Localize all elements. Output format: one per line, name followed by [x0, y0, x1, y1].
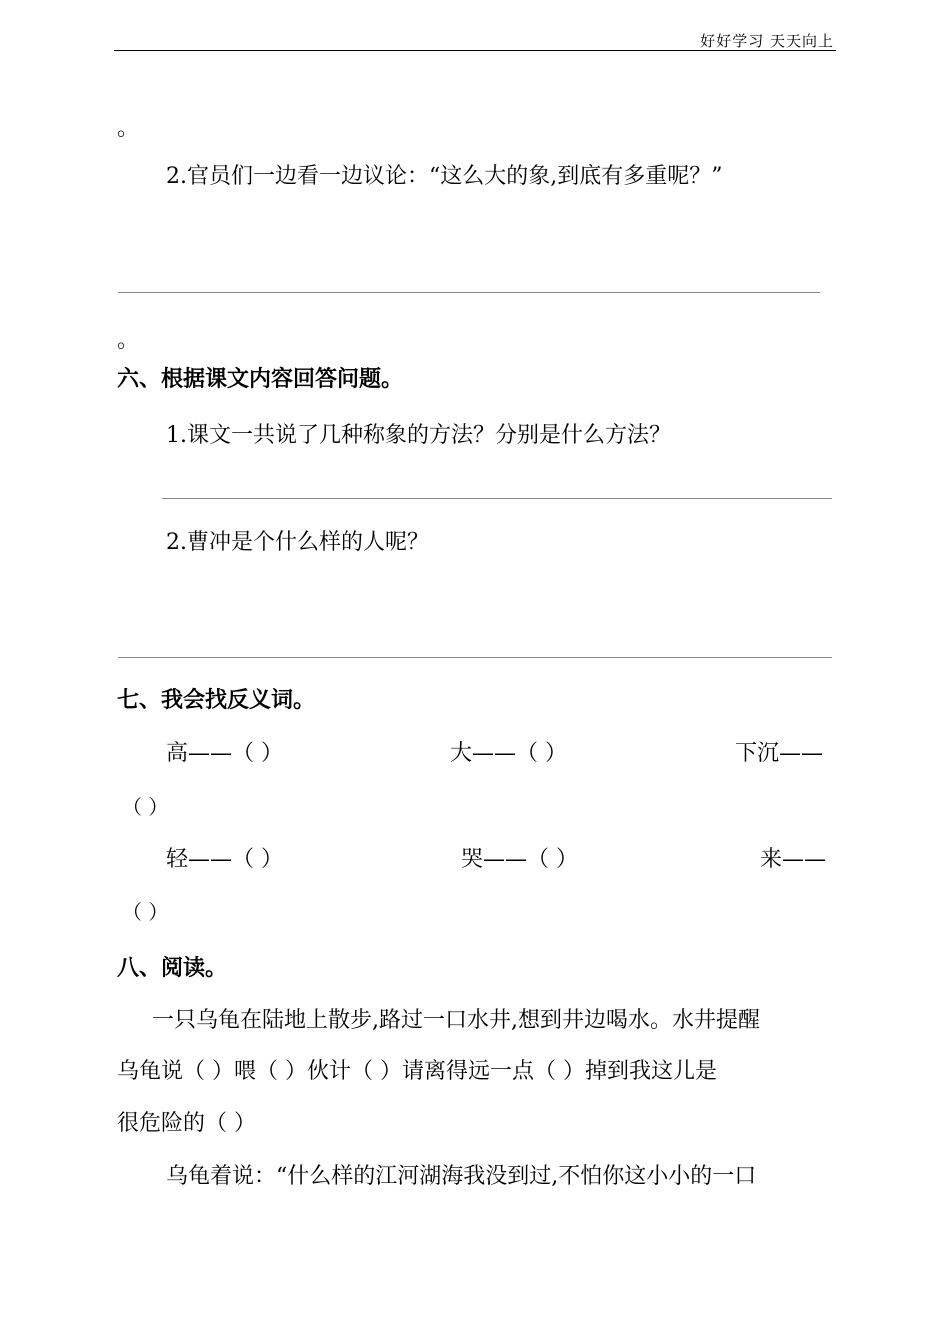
- section-8-title: 八、阅读。: [117, 956, 228, 981]
- antonym-blank-wrap: （ ）: [122, 900, 169, 924]
- question-6-1: 1.课文一共说了几种称象的方法？分别是什么方法？: [166, 423, 671, 448]
- antonym-blank-wrap: （ ）: [122, 795, 169, 819]
- header-rule: [114, 50, 836, 51]
- page-header: 好好学习 天天向上: [700, 32, 834, 50]
- antonym-item: 高——（ ）: [166, 741, 283, 766]
- reading-paragraph-line: 很危险的（ ）: [117, 1111, 256, 1136]
- section-7-title: 七、我会找反义词。: [117, 688, 316, 713]
- reading-paragraph-line: 乌龟说（ ）喂（ ）伙计（ ）请离得远一点（ ）掉到我这儿是: [117, 1059, 717, 1084]
- trailing-period: 。: [117, 116, 140, 141]
- question-5-2: 2.官员们一边看一边议论：“这么大的象,到底有多重呢？”: [166, 164, 723, 189]
- question-6-2: 2.曹冲是个什么样的人呢？: [166, 530, 429, 555]
- antonym-item: 来——: [760, 847, 827, 872]
- answer-line-6-2[interactable]: [118, 657, 832, 658]
- antonym-item: 轻——（ ）: [166, 847, 283, 872]
- answer-line-6-1[interactable]: [162, 498, 832, 499]
- reading-paragraph-line: 一只乌龟在陆地上散步,路过一口水井,想到井边喝水。水井提醒: [152, 1008, 760, 1033]
- antonym-item: 哭——（ ）: [461, 847, 578, 872]
- antonym-item: 大——（ ）: [450, 741, 567, 766]
- section-6-title: 六、根据课文内容回答问题。: [117, 367, 404, 392]
- antonym-item: 下沉——: [735, 741, 824, 766]
- reading-paragraph-line: 乌龟着说：“什么样的江河湖海我没到过,不怕你这小小的一口: [166, 1164, 757, 1189]
- trailing-period: 。: [117, 328, 140, 353]
- answer-line-5-2[interactable]: [118, 292, 820, 293]
